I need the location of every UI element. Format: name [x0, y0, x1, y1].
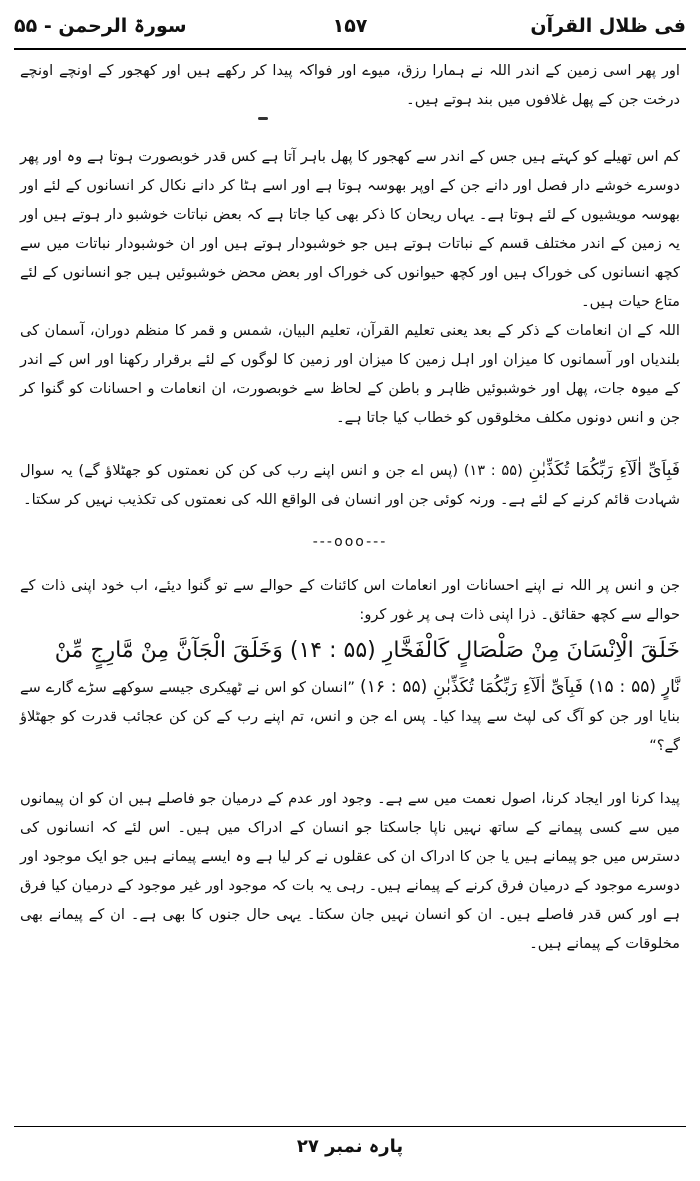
verse-translation-2: ”انسان کو اس نے ٹھیکری جیسے سوکھے سڑے گارے سے بنایا اور جن کو آگ کی لپٹ سے پیدا کیا۔ پس اے جن و انس، تم اپنے رب کے کن کن عجائب قدرت کو جھٹلاؤ گے؟“: [20, 679, 680, 754]
paragraph-1: اور پھر اسی زمین کے اندر اللہ نے ہمارا رزق، میوے اور فواکہ پیدا کر رکھے ہیں اور کھجور کے اونچے اونچے درخت جن کے پھل غلافوں میں بند ہوتے ہیں۔: [20, 62, 680, 108]
paragraph-3: اللہ کے ان انعامات کے ذکر کے بعد یعنی تعلیم القرآن، تعلیم البیان، شمس و قمر کا منظم دوران، آسمان کی بلندیاں اور آسمانوں کا میزان اور اہل زمین کا میزان اور زمین کا لوگوں کے لئے برقرار رکھنا اور اس کے اندر کے میوہ جات، پھل اور خوشبوئیں ظاہر و باطن کے لحاظ سے خوبصورت، ان انعامات و احسانات کو گنوا کر جن و انس دونوں مکلف مخلوقوں کو خطاب کیا جاتا ہے۔: [20, 322, 680, 426]
footer-rule: [14, 1126, 686, 1127]
quran-verse: فَبِاَیِّ اٰلَآءِ رَبِّکُمَا تُکَذِّبٰنِ: [528, 460, 681, 480]
book-title: فی ظلال القرآن: [530, 15, 686, 37]
body-text: [20, 56, 680, 958]
paragraph-4: [20, 456, 680, 514]
header-rule: [14, 48, 686, 50]
paragraph-5: جن و انس پر اللہ نے اپنے احسانات اور انعامات اس کائنات کے حوالے سے تو گنوا دیئے، اب خود اپنی ذات کے حوالے سے کچھ حقائق۔ ذرا اپنی ذات ہی پر غور کرو:: [20, 577, 680, 623]
paragraph-8: پیدا کرنا اور ایجاد کرنا، اصول نعمت میں سے ہے۔ وجود اور عدم کے درمیان جو فاصلے ہیں ان کو ان پیمانوں میں سے کسی پیمانے کے ساتھ نہیں ناپا جاسکتا جو انسان کے ادراک میں ہیں۔ اس لئے کہ انسانوں کی دسترس میں جو پیمانے ہیں یا جن کا ادراک ان کی عقلوں نے کر لیا ہے وہ ایسے پیمانے ہیں جو ایک موجود اور دوسرے موجود کے درمیان فرق کرنے کے پیمانے ہیں۔ رہی یہ بات کہ موجود اور غیر موجود کے درمیان کیا فرق ہے اور کس قدر فاصلے ہیں۔ ان کو انسان نہیں جان سکتا۔ یہی حال جنوں کا بھی ہے۔ ان کے پیمانے بھی مخلوقات کے پیمانے ہیں۔: [20, 790, 680, 952]
quran-verse-continued: نَّارٍ (۵۵ : ۱۵) فَبِاَیِّ اٰلَآءِ رَبِّکُمَا تُکَذِّبٰنِ (۵۵ : ۱۶): [360, 677, 680, 697]
paragraph-2: کم اس تھیلے کو کہتے ہیں جس کے اندر سے کھجور کا پھل باہر آتا ہے کس قدر خوبصورت ہوتا ہے وہ اور پھر دوسرے خوشے دار فصل اور دانے جن کے اوپر بھوسہ ہوتا ہے اور اسے ہٹا کر دانے نکال کر انسانوں کے لئے اور بھوسہ مویشیوں کے لئے ہوتا ہے۔ یہاں ریحان کا ذکر بھی کیا جاتا ہے کہ بعض نباتات خوشبو دار ہوتے ہیں اور یہ زمین کے اندر مختلف قسم کے نباتات ہوتے ہیں جو خوشبودار ہوتے ہیں اور ان خوشبودار نباتات میں سے کچھ انسانوں کی خوراک ہیں اور کچھ حیوانوں کی خوراک اور بعض محض خوشبوئیں ہیں جو انسانوں کے لئے متاع حیات ہیں۔: [20, 148, 680, 310]
para-number: پارہ نمبر ۲۷: [296, 1136, 404, 1157]
quran-verse-large: خَلَقَ الْاِنْسَانَ مِنْ صَلْصَالٍ کَالْفَخَّارِ (۵۵ : ۱۴) وَخَلَقَ الْجَآنَّ مِنْ مَّارِجٍ مِّنْ: [54, 638, 680, 663]
paragraph-7: [20, 673, 680, 760]
verse-reference: (۵۵ : ۱۳): [463, 462, 523, 479]
page-number: ۱۵۷: [332, 15, 368, 37]
verse-translation: (پس اے جن و انس اپنے رب کی کن کن نعمتوں کو جھٹلاؤ گے) یہ سوال شہادت قائم کرنے کے لئے ہے۔ ورنہ کوئی جن اور انسان فی الواقع اللہ کی نعمتوں کی تکذیب نہیں کر سکتا۔: [20, 462, 680, 508]
surah-name: سورۃ الرحمن - ۵۵: [14, 15, 187, 37]
page-header: [14, 6, 686, 46]
section-separator: ---ooo---: [312, 534, 388, 550]
